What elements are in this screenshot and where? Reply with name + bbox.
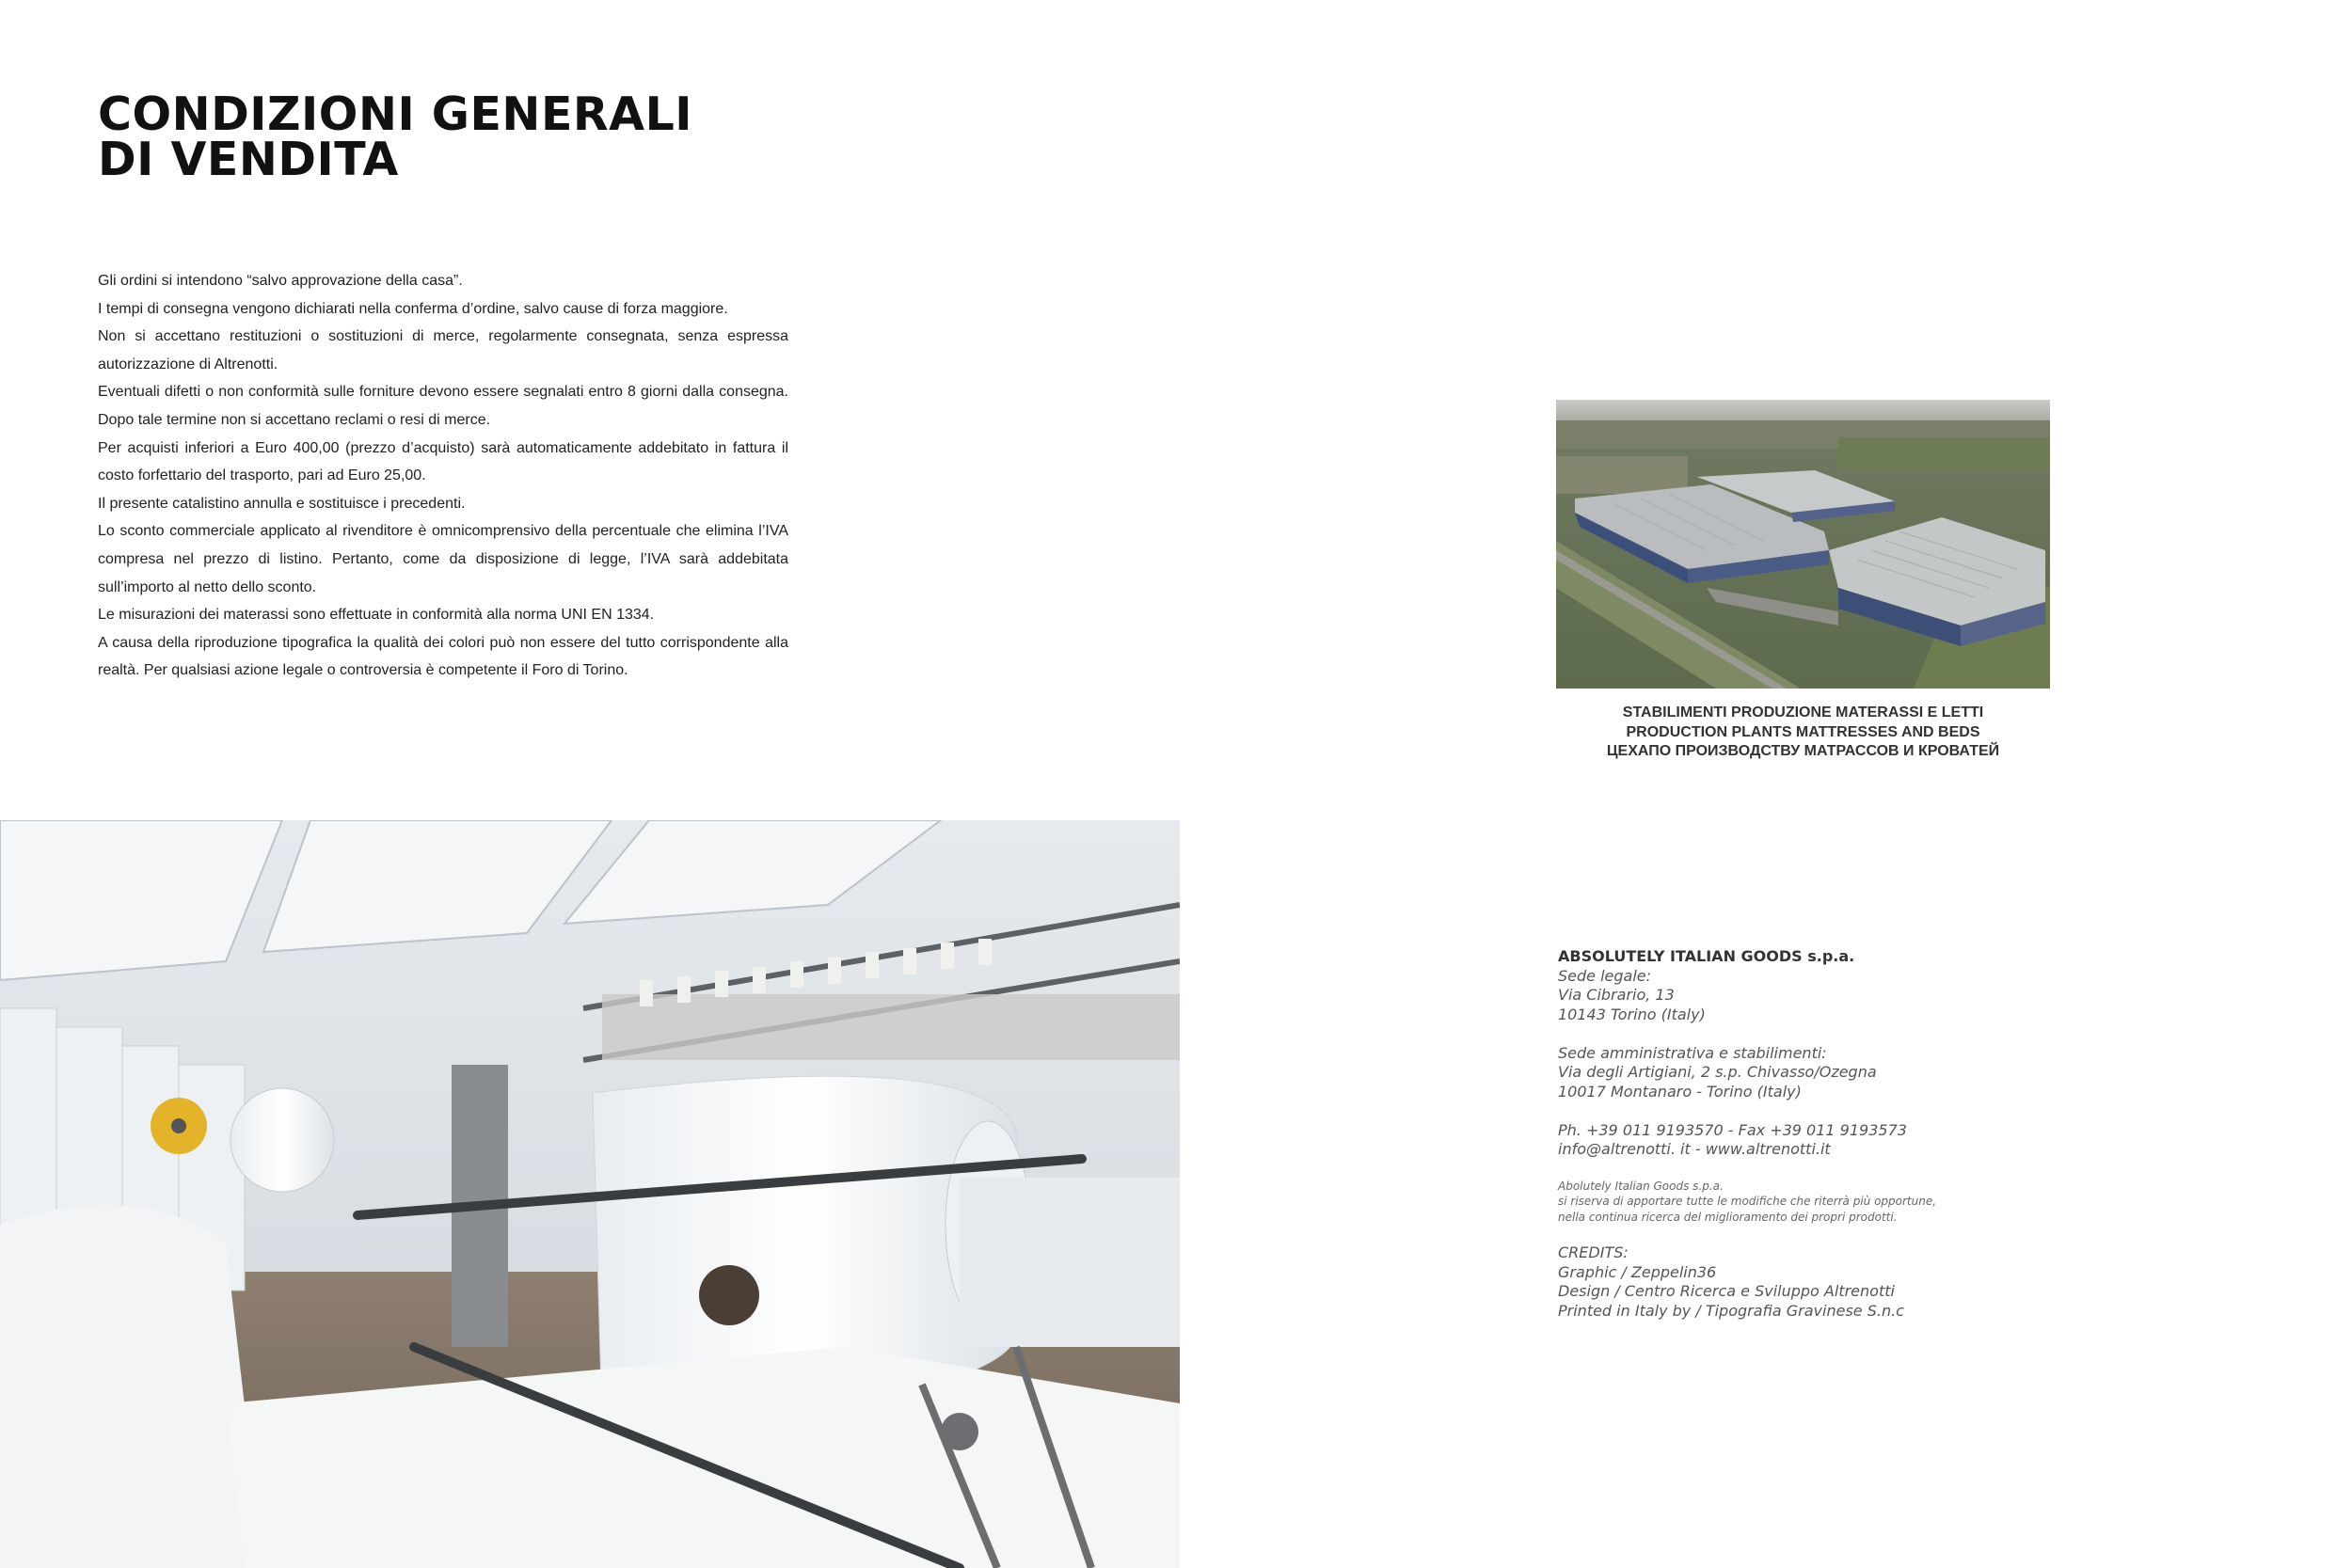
admin-office-street: Via degli Artigiani, 2 s.p. Chivasso/Ozegna bbox=[1558, 1063, 1877, 1081]
condition-paragraph: Eventuali difetti o non conformità sulle forniture devono essere segnalati entro 8 giorni dalla consegna. Dopo tale termine non si accettano reclami o resi di merce. bbox=[98, 384, 788, 428]
credits-label: CREDITS: bbox=[1558, 1243, 1629, 1261]
aerial-plant-illustration bbox=[1556, 400, 2050, 689]
factory-interior-photo bbox=[0, 820, 1180, 1568]
caption-english: PRODUCTION PLANTS MATTRESSES AND BEDS bbox=[1626, 723, 1980, 740]
condition-paragraph: Le misurazioni dei materassi sono effettuate in conformità alla norma UNI EN 1334. bbox=[98, 607, 655, 624]
disclaimer-line-2: si riserva di apportare tutte le modifiche che riterrà più opportune, bbox=[1558, 1195, 1937, 1208]
page-title-line-1: CONDIZIONI GENERALI bbox=[98, 87, 693, 141]
factory-interior-illustration bbox=[0, 820, 1180, 1568]
caption-italian: STABILIMENTI PRODUZIONE MATERASSI E LETTI bbox=[1622, 705, 1984, 721]
credit-print: Printed in Italy by / Tipografia Gravinese S.n.c bbox=[1558, 1301, 1904, 1320]
condition-paragraph: A causa della riproduzione tipografica la qualità dei colori può non essere del tutto corrispondente alla realtà. Per qualsiasi azione legale o controversia è competente il Foro di Torino. bbox=[98, 634, 788, 679]
condition-paragraph: I tempi di consegna vengono dichiarati nella conferma d’ordine, salvo cause di forza maggiore. bbox=[98, 300, 728, 317]
page-title-line-2: DI VENDITA bbox=[98, 133, 399, 186]
plant-photo-caption bbox=[1556, 704, 2050, 762]
legal-office-city: 10143 Torino (Italy) bbox=[1558, 1005, 1706, 1023]
credit-design: Design / Centro Ricerca e Sviluppo Altrenotti bbox=[1558, 1282, 1895, 1300]
aerial-plant-photo bbox=[1556, 400, 2050, 689]
sales-conditions bbox=[98, 267, 788, 685]
condition-paragraph: Per acquisti inferiori a Euro 400,00 (prezzo d’acquisto) sarà automaticamente addebitato in fattura il costo forfettario del trasporto, pari ad Euro 25,00. bbox=[98, 439, 788, 484]
disclaimer-line-3: nella continua ricerca del miglioramento dei propri prodotti. bbox=[1558, 1210, 1898, 1224]
credit-graphic: Graphic / Zeppelin36 bbox=[1558, 1262, 1717, 1281]
disclaimer-line-1: Abolutely Italian Goods s.p.a. bbox=[1558, 1179, 1724, 1193]
caption-russian: ЦЕХАПО ПРОИЗВОДСТВУ МАТРАССОВ И КРОВАТЕЙ bbox=[1606, 743, 2000, 759]
admin-office-city: 10017 Montanaro - Torino (Italy) bbox=[1558, 1082, 1802, 1101]
phone-fax: Ph. +39 011 9193570 - Fax +39 011 9193573 bbox=[1558, 1120, 1907, 1139]
email-website: info@altrenotti. it - www.altrenotti.it bbox=[1558, 1140, 1831, 1158]
condition-paragraph: Non si accettano restituzioni o sostituzioni di merce, regolarmente consegnata, senza espressa autorizzazione di Altrenotti. bbox=[98, 328, 788, 372]
legal-office-street: Via Cibrario, 13 bbox=[1558, 986, 1675, 1004]
condition-paragraph: Gli ordini si intendono “salvo approvazione della casa”. bbox=[98, 273, 463, 289]
condition-paragraph: Il presente catalistino annulla e sostituisce i precedenti. bbox=[98, 495, 466, 512]
condition-paragraph: Lo sconto commerciale applicato al rivenditore è omnicomprensivo della percentuale che elimina l’IVA compresa nel prezzo di listino. Pertanto, come da disposizione di legge, l’IVA sarà addebitata sull’importo al netto dello sconto. bbox=[98, 523, 788, 595]
legal-office-label: Sede legale: bbox=[1558, 966, 1652, 985]
company-name: ABSOLUTELY ITALIAN GOODS s.p.a. bbox=[1558, 947, 1855, 965]
admin-office-label: Sede amministrativa e stabilimenti: bbox=[1558, 1043, 1827, 1062]
company-info bbox=[1558, 947, 2047, 1321]
page-title bbox=[98, 87, 850, 186]
